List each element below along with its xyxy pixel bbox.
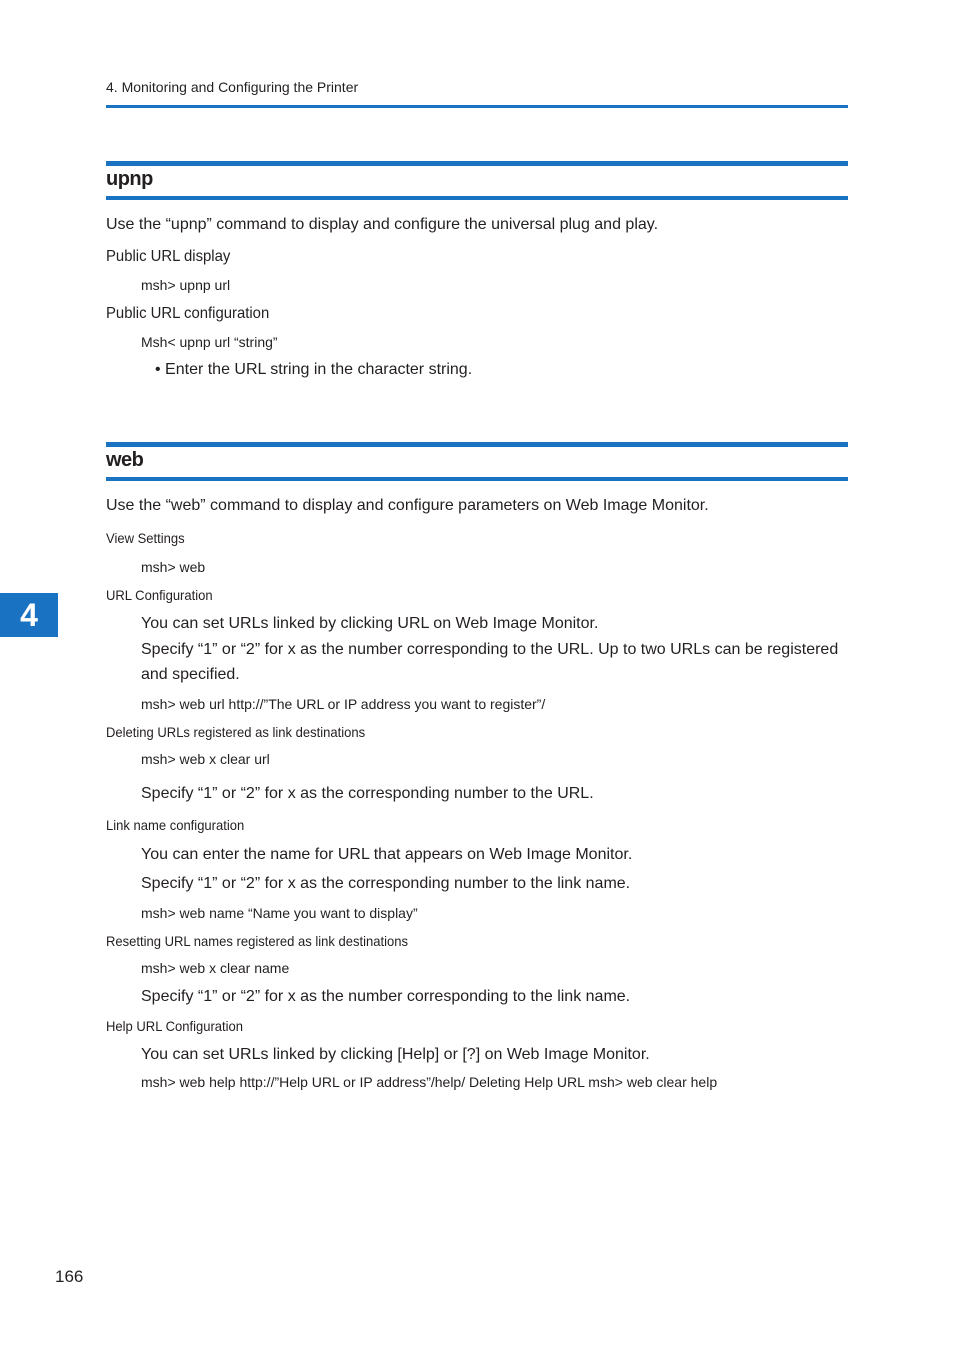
running-head: 4. Monitoring and Configuring the Printer xyxy=(106,79,359,95)
url-config-line3: and specified. xyxy=(141,666,240,683)
upnp-section-title: upnp xyxy=(106,168,153,190)
delete-urls-command: msh> web x clear url xyxy=(141,751,270,767)
url-config-command: msh> web url http://”The URL or IP address you want to register”/ xyxy=(141,696,546,712)
link-name-config-command: msh> web name “Name you want to display” xyxy=(141,905,418,921)
reset-url-names-heading: Resetting URL names registered as link destinations xyxy=(106,933,409,949)
delete-urls-heading: Deleting URLs registered as link destinations xyxy=(106,724,366,740)
chapter-tab: 4 xyxy=(0,593,58,637)
upnp-section-bottom-bar xyxy=(106,196,848,200)
public-url-display-command: msh> upnp url xyxy=(141,277,231,293)
upnp-intro: Use the “upnp” command to display and configure the universal plug and play. xyxy=(106,216,659,233)
link-name-config-line1: You can enter the name for URL that appears on Web Image Monitor. xyxy=(141,846,633,863)
reset-url-names-command: msh> web x clear name xyxy=(141,960,290,976)
public-url-config-command: Msh< upnp url “string” xyxy=(141,334,278,350)
public-url-display-heading: Public URL display xyxy=(106,248,231,265)
page-number: 166 xyxy=(55,1267,84,1286)
help-url-config-line1: You can set URLs linked by clicking [Help] or [?] on Web Image Monitor. xyxy=(141,1046,650,1063)
help-url-config-command: msh> web help http://”Help URL or IP address”/help/ Deleting Help URL msh> web clear help xyxy=(141,1074,718,1090)
view-settings-command: msh> web xyxy=(141,559,206,575)
link-name-config-heading: Link name configuration xyxy=(106,817,245,833)
view-settings-heading: View Settings xyxy=(106,530,185,546)
public-url-config-heading: Public URL configuration xyxy=(106,305,270,322)
web-intro: Use the “web” command to display and configure parameters on Web Image Monitor. xyxy=(106,497,709,514)
web-section-bottom-bar xyxy=(106,477,848,481)
web-section-top-bar xyxy=(106,442,848,447)
upnp-section-top-bar xyxy=(106,161,848,166)
link-name-config-line2: Specify “1” or “2” for x as the corresponding number to the link name. xyxy=(141,875,631,892)
header-rule xyxy=(106,105,848,108)
help-url-config-heading: Help URL Configuration xyxy=(106,1018,244,1034)
url-config-line2: Specify “1” or “2” for x as the number corresponding to the URL. Up to two URLs can be registered xyxy=(141,641,839,658)
reset-url-names-note: Specify “1” or “2” for x as the number corresponding to the link name. xyxy=(141,988,631,1005)
public-url-config-bullet: • Enter the URL string in the character string. xyxy=(155,361,473,378)
web-section-title: web xyxy=(106,449,144,471)
url-config-line1: You can set URLs linked by clicking URL on Web Image Monitor. xyxy=(141,615,599,632)
delete-urls-note: Specify “1” or “2” for x as the corresponding number to the URL. xyxy=(141,785,594,802)
url-config-heading: URL Configuration xyxy=(106,587,213,603)
